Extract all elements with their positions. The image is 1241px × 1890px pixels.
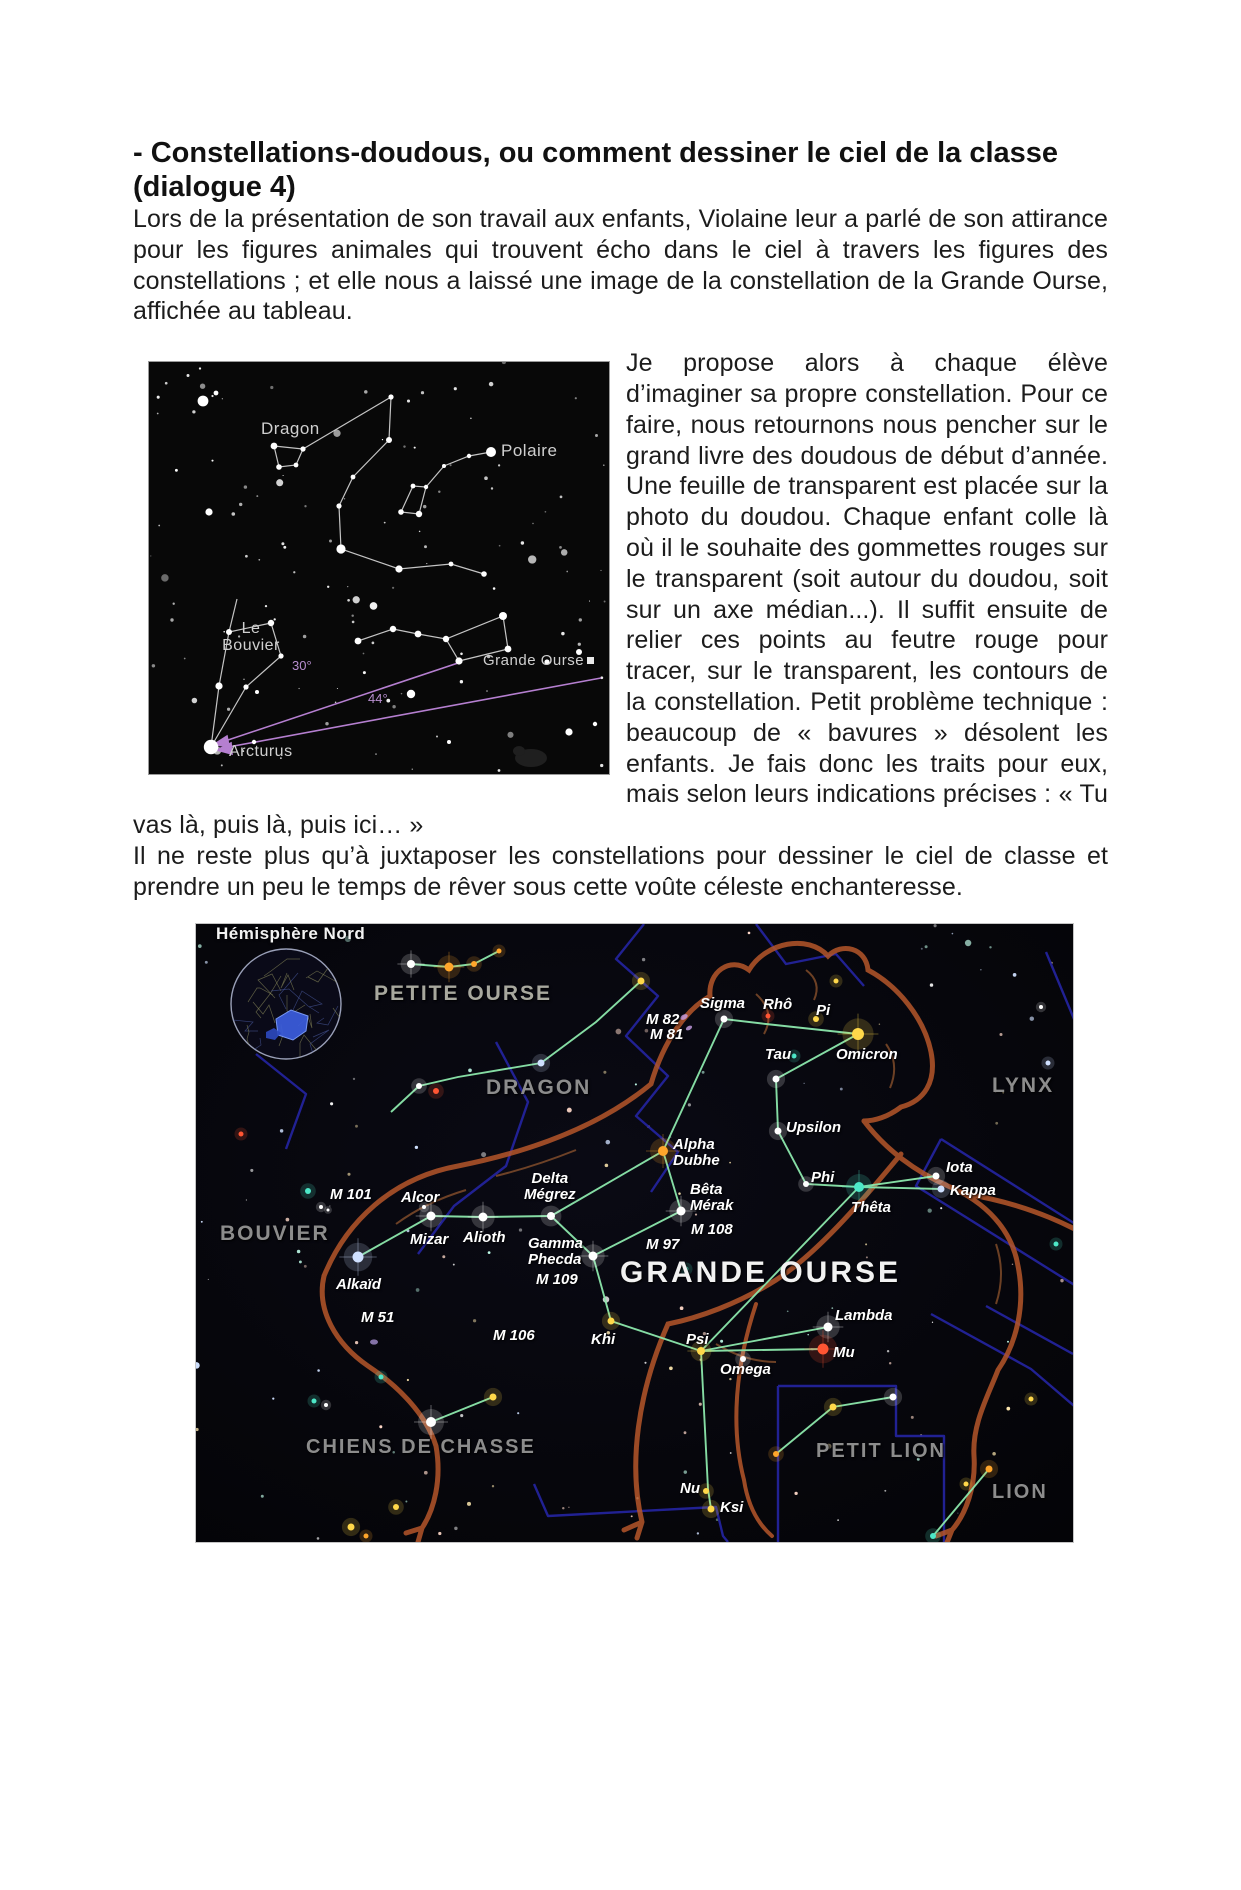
map1-label-bouvier: Le Bouvier xyxy=(222,620,280,655)
document-page xyxy=(0,136,1241,1890)
map2-star-kappa: Kappa xyxy=(950,1181,996,1199)
map2-star-rho: Rhô xyxy=(763,995,793,1013)
map2-star-sigma: Sigma xyxy=(700,994,746,1012)
map2-const-grande-ourse: GRANDE OURSE xyxy=(620,1255,902,1289)
map2-star-psi: Psi xyxy=(686,1330,709,1348)
sky-map-figure xyxy=(195,923,1074,1543)
map2-const-lion: LION xyxy=(992,1480,1048,1503)
paragraph-activity: Je propose alors à chaque élève d’imaginer sa propre constellation. Pour ce faire, nous retournons nous pencher sur le grand livre des doudous de début d’année. Une feuille de transparent est placée sur la photo du doudou. Chaque enfant colle là où il le souhaite des gommettes rouges sur le transparent (soit autour du doudou, soit sur un axe médian...). Il suffit ensuite de relier ces points au feutre rouge pour tracer, sur le transparent, les contours de la constellation. Petit problème technique : beaucoup de « bavures » désolent les enfants. Je fais donc les traits pour eux, mais selon leurs indications précises : « Tu vas là, puis là, puis ici… » xyxy=(133,349,1108,840)
map2-const-lynx: LYNX xyxy=(992,1073,1055,1097)
map2-messier-m109: M 109 xyxy=(536,1270,578,1288)
map2-star-omicron: Omicron xyxy=(836,1045,898,1063)
paragraph-conclusion: Il ne reste plus qu’à juxtaposer les constellations pour dessiner le ciel de classe et prendre un peu le temps de rêver sous cette voûte céleste enchanteresse. xyxy=(133,841,1108,901)
map1-label-arcturus: Arcturus xyxy=(229,743,293,761)
map2-const-bouvier: BOUVIER xyxy=(220,1221,330,1245)
map1-grande-ourse-marker xyxy=(587,657,594,664)
map2-star-mizar: Mizar xyxy=(410,1230,449,1248)
map2-messier-m101: M 101 xyxy=(330,1185,372,1203)
map2-messier-m81: M 81 xyxy=(650,1025,684,1043)
map1-label-dragon: Dragon xyxy=(261,419,320,439)
map2-messier-m97: M 97 xyxy=(646,1235,680,1253)
map2-star-mu: Mu xyxy=(833,1343,855,1361)
constellation-chart-figure xyxy=(148,361,610,775)
map1-label-angle-30: 30° xyxy=(292,658,312,674)
star-chart-graphic xyxy=(149,362,609,774)
map2-star-nu: Nu xyxy=(680,1479,700,1497)
section-with-chart xyxy=(133,348,1108,841)
page-title: - Constellations-doudous, ou comment dessiner le ciel de la classe (dialogue 4) xyxy=(133,137,1059,203)
map1-label-grande-ourse: Grande Ourse xyxy=(483,652,585,670)
map2-star-alcor: Alcor xyxy=(401,1188,440,1206)
map2-const-chiens-de-chasse: CHIENS DE CHASSE xyxy=(306,1435,536,1458)
map2-star-iota: Iota xyxy=(946,1158,973,1176)
map2-star-pi: Pi xyxy=(816,1001,831,1019)
map2-star-gamma-phecda: Gamma Phecda xyxy=(528,1234,584,1268)
map2-star-alkaid: Alkaïd xyxy=(336,1275,382,1293)
map2-const-petite-ourse: PETITE OURSE xyxy=(374,981,553,1005)
map2-star-delta-megrez: Delta Mégrez xyxy=(524,1169,576,1203)
map1-label-polaire: Polaire xyxy=(501,441,558,461)
map2-star-ksi: Ksi xyxy=(720,1498,744,1516)
map2-star-omega: Omega xyxy=(720,1360,771,1378)
map2-star-theta: Thêta xyxy=(851,1198,892,1216)
map2-star-khi: Khi xyxy=(591,1330,616,1348)
map2-messier-m82: M 82 xyxy=(646,1010,680,1028)
map2-star-upsilon: Upsilon xyxy=(786,1118,841,1136)
map2-messier-m51: M 51 xyxy=(361,1308,395,1326)
map2-star-tau: Tau xyxy=(765,1045,792,1063)
map2-messier-m106: M 106 xyxy=(493,1326,535,1344)
map2-const-dragon: DRAGON xyxy=(486,1075,592,1099)
map2-const-petit-lion: PETIT LION xyxy=(816,1439,946,1462)
map2-star-alpha-dubhe: Alpha Dubhe xyxy=(673,1135,720,1169)
map2-star-phi: Phi xyxy=(811,1168,835,1186)
map2-title: Hémisphère Nord xyxy=(216,923,366,943)
map2-star-alioth: Alioth xyxy=(463,1228,506,1246)
map2-messier-m108: M 108 xyxy=(691,1220,733,1238)
map2-star-beta-merak: Bêta Mérak xyxy=(690,1180,734,1214)
map2-star-lambda: Lambda xyxy=(835,1306,893,1324)
map1-label-angle-44: 44° xyxy=(368,691,388,707)
paragraph-intro: Lors de la présentation de son travail aux enfants, Violaine leur a parlé de son attirance pour les figures animales qui trouvent écho dans le ciel à travers les figures des constellations ; et elle nous a laissé une image de la constellation de la Grande Ourse, affichée au tableau. xyxy=(133,205,1108,326)
page-content xyxy=(133,136,1108,1543)
